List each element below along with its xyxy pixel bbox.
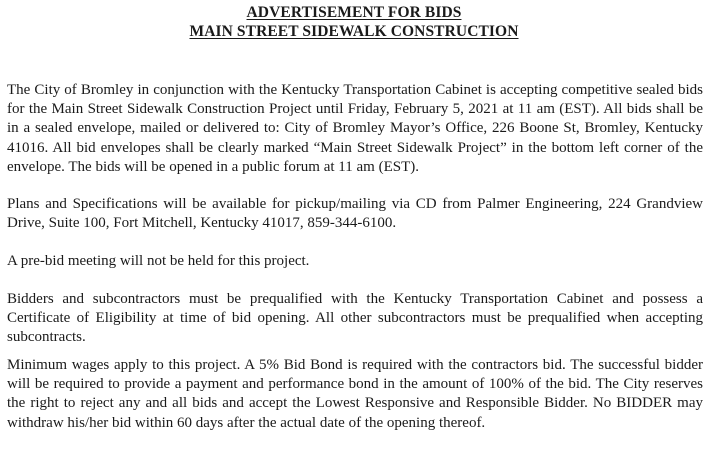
document-title: ADVERTISEMENT FOR BIDS [246, 4, 462, 21]
paragraph-plans-specifications: Plans and Specifications will be available for pickup/mailing via CD from Palmer Engineering, 224 Grandview Drive, Suite 100, Fort Mitchell, Kentucky 41017, 859-344-6100. [7, 196, 703, 232]
paragraph-prequalification: Bidders and subcontractors must be prequalified with the Kentucky Transportation Cabinet and possess a Certificate of Eligibility at time of bid opening. All other subcontractors must be prequalified when accepting subcontracts. [7, 291, 703, 346]
paragraph-pre-bid-meeting: A pre-bid meeting will not be held for this project. [7, 253, 310, 269]
paragraph-wages-bonds: Minimum wages apply to this project. A 5% Bid Bond is required with the contractors bid. The successful bidder will be required to provide a payment and performance bond in the amount of 100% of the bid. The City reserves the right to reject any and all bids and accept the Lowest Responsive and Responsible Bidder. No BIDDER may withdraw his/her bid within 60 days after the actual date of the opening thereof. [7, 357, 703, 431]
document-subtitle: MAIN STREET SIDEWALK CONSTRUCTION [189, 23, 519, 40]
paragraph-bid-submission: The City of Bromley in conjunction with the Kentucky Transportation Cabinet is accepting competitive sealed bids for the Main Street Sidewalk Construction Project until Friday, February 5, 2021 at 11 am (EST). All bids shall be in a sealed envelope, mailed or delivered to: City of Bromley Mayor’s Office, 226 Boone St, Bromley, Kentucky 41016. All bid envelopes shall be clearly marked “Main Street Sidewalk Project” in the bottom left corner of the envelope. The bids will be opened in a public forum at 11 am (EST). [7, 82, 703, 175]
